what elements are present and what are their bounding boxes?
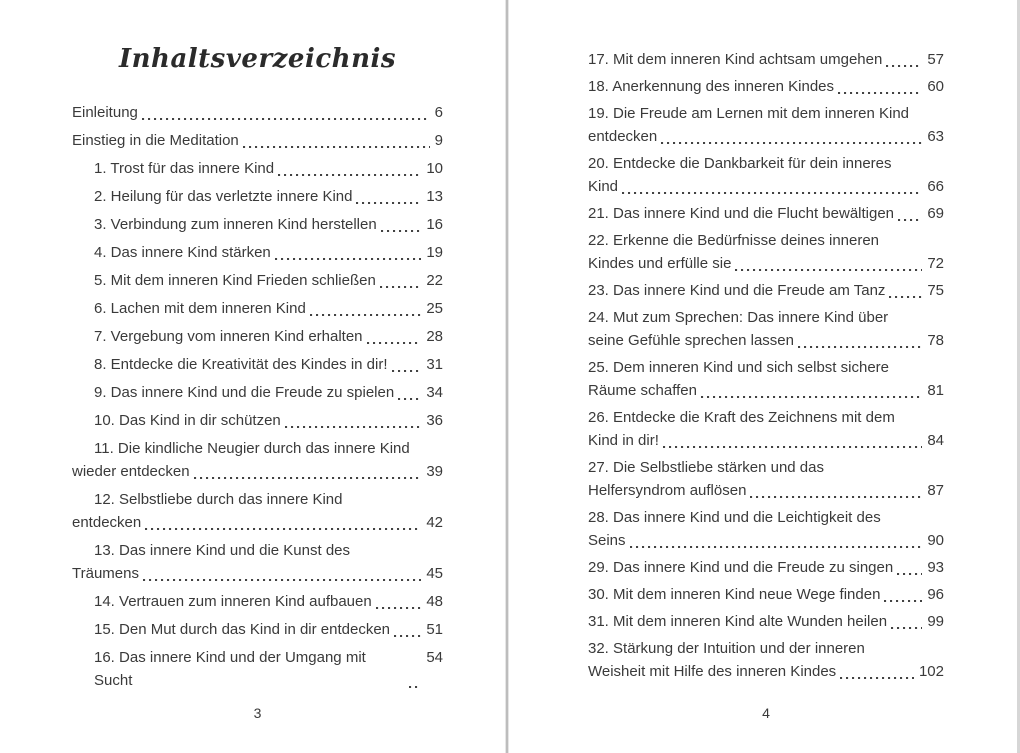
- toc-entry: [72, 409, 443, 432]
- toc-entry: [588, 406, 944, 452]
- dot-leader: [278, 174, 421, 176]
- toc-entry-row: [72, 157, 443, 180]
- toc-entries-right: [588, 48, 944, 683]
- toc-entry-row: [72, 325, 443, 348]
- dot-leader: [392, 370, 422, 372]
- toc-entry: [588, 229, 944, 275]
- toc-entry-row: [72, 129, 443, 152]
- toc-entry-text: Einstieg in die Meditation: [72, 132, 239, 149]
- dot-leader: [622, 192, 922, 194]
- toc-entry-text: entdecken: [72, 514, 142, 531]
- toc-entry-page-number: 25: [426, 300, 443, 317]
- toc-entry: [72, 213, 443, 236]
- toc-entries-left: [72, 101, 443, 692]
- toc-entry-row: [72, 460, 443, 483]
- toc-entry-page-number: 60: [927, 78, 944, 95]
- toc-entry-row: [588, 583, 944, 606]
- toc-entry-page-number: 10: [426, 160, 443, 177]
- toc-entry-text: Träumens: [72, 565, 139, 582]
- toc-entry-text: 31. Mit dem inneren Kind alte Wunden heilen: [588, 613, 888, 630]
- dot-leader: [356, 202, 421, 204]
- page-number-left: 3: [253, 705, 262, 721]
- toc-entry: [72, 241, 443, 264]
- toc-entry-text: 10. Das Kind in dir schützen: [94, 412, 281, 429]
- toc-entry-page-number: 39: [426, 463, 443, 480]
- dot-leader: [884, 600, 922, 602]
- toc-entry-page-number: 34: [426, 384, 443, 401]
- toc-entry-text: 29. Das innere Kind und die Freude zu singen: [588, 559, 894, 576]
- toc-entry-row: [588, 252, 944, 275]
- toc-entry: [72, 297, 443, 320]
- toc-entry: [588, 202, 944, 225]
- toc-entry-page-number: 78: [927, 332, 944, 349]
- toc-entry-page-number: 84: [927, 432, 944, 449]
- toc-entry-page-number: 48: [426, 593, 443, 610]
- toc-entry-page-number: 19: [426, 244, 443, 261]
- dot-leader: [310, 314, 422, 316]
- toc-entry-row: [588, 529, 944, 552]
- toc-entry-text: 6. Lachen mit dem inneren Kind: [94, 300, 306, 317]
- toc-entry-text: 18. Anerkennung des inneren Kindes: [588, 78, 835, 95]
- toc-entry-text: Weisheit mit Hilfe des inneren Kindes: [588, 663, 837, 680]
- toc-entry-row: [72, 409, 443, 432]
- toc-entry-page-number: 31: [426, 356, 443, 373]
- toc-entry-page-number: 87: [927, 482, 944, 499]
- toc-entry: [72, 325, 443, 348]
- dot-leader: [886, 65, 922, 67]
- toc-page-right: [509, 0, 1020, 753]
- toc-entry-text: Helfersyndrom auflösen: [588, 482, 747, 499]
- toc-entry: [588, 456, 944, 502]
- dot-leader: [145, 528, 421, 530]
- dot-leader: [840, 677, 914, 679]
- toc-entry-text: Kindes und erfülle sie: [588, 255, 732, 272]
- toc-entry-page-number: 75: [927, 282, 944, 299]
- toc-entry: [72, 437, 443, 483]
- toc-entry-row: [72, 101, 443, 124]
- toc-entry-text: 16. Das innere Kind und der Umgang mit Sucht: [94, 649, 366, 689]
- toc-entry-page-number: 9: [434, 132, 443, 149]
- toc-entry: [72, 185, 443, 208]
- toc-entry: [588, 637, 944, 683]
- toc-entry-text: Seins: [588, 532, 626, 549]
- toc-entry: [588, 506, 944, 552]
- dot-leader: [285, 426, 422, 428]
- toc-entry: [72, 590, 443, 613]
- toc-entry-row: [588, 660, 944, 683]
- toc-entry-page-number: 102: [918, 663, 944, 680]
- toc-entry: [72, 157, 443, 180]
- toc-entry-page-number: 66: [927, 178, 944, 195]
- dot-leader: [409, 686, 421, 688]
- toc-entry-page-number: 63: [927, 128, 944, 145]
- toc-entry-text: 28. Das innere Kind und die Leichtigkeit des: [588, 509, 881, 526]
- toc-entry: [72, 101, 443, 124]
- dot-leader: [891, 627, 922, 629]
- toc-page-left: [0, 0, 507, 753]
- toc-entry: [72, 488, 443, 534]
- toc-entry-page-number: 93: [927, 559, 944, 576]
- toc-entry-text: 1. Trost für das innere Kind: [94, 160, 275, 177]
- dot-leader: [142, 118, 430, 120]
- toc-entry-page-number: 54: [426, 649, 443, 666]
- toc-entry-page-number: 28: [426, 328, 443, 345]
- toc-entry-text: 14. Vertrauen zum inneren Kind aufbauen: [94, 593, 372, 610]
- dot-leader: [194, 477, 422, 479]
- toc-entry-text: 15. Den Mut durch das Kind in dir entdecken: [94, 621, 391, 638]
- toc-entry-page-number: 81: [927, 382, 944, 399]
- toc-entry-text: 19. Die Freude am Lernen mit dem inneren Kind: [588, 105, 910, 122]
- toc-entry-text: 12. Selbstliebe durch das innere Kind: [94, 491, 343, 508]
- toc-entry-page-number: 13: [426, 188, 443, 205]
- toc-entry: [72, 381, 443, 404]
- toc-entry-page-number: 96: [927, 586, 944, 603]
- dot-leader: [394, 635, 421, 637]
- toc-entry-text: 24. Mut zum Sprechen: Das innere Kind über: [588, 309, 889, 326]
- toc-entry-row: [72, 381, 443, 404]
- toc-entry-text: entdecken: [588, 128, 658, 145]
- toc-entry-text: 13. Das innere Kind und die Kunst des: [94, 542, 351, 559]
- toc-entry-row: [588, 429, 944, 452]
- toc-entry-text: Einleitung: [72, 104, 138, 121]
- page-number-right: 4: [762, 705, 770, 721]
- toc-entry-page-number: 69: [927, 205, 944, 222]
- toc-entry-page-number: 57: [927, 51, 944, 68]
- dot-leader: [663, 446, 922, 448]
- toc-entry: [72, 129, 443, 152]
- toc-entry-page-number: 42: [426, 514, 443, 531]
- toc-entry-page-number: 45: [426, 565, 443, 582]
- toc-entry: [588, 610, 944, 633]
- toc-entry: [588, 152, 944, 198]
- toc-entry-text: 30. Mit dem inneren Kind neue Wege finden: [588, 586, 881, 603]
- toc-entry-text: 5. Mit dem inneren Kind Frieden schließen: [94, 272, 376, 289]
- dot-leader: [661, 142, 922, 144]
- toc-entry-row: [588, 279, 944, 302]
- toc-entry-row: [72, 590, 443, 613]
- toc-entry-text: 20. Entdecke die Dankbarkeit für dein inneres: [588, 155, 892, 172]
- toc-entry-row: [588, 379, 944, 402]
- toc-entry-page-number: 36: [426, 412, 443, 429]
- toc-entry-row: [588, 48, 944, 71]
- toc-entry-row: [72, 269, 443, 292]
- toc-entry-row: [72, 297, 443, 320]
- toc-entry-text: 4. Das innere Kind stärken: [94, 244, 271, 261]
- toc-entry-page-number: 51: [426, 621, 443, 638]
- toc-entry-page-number: 22: [426, 272, 443, 289]
- toc-entry-text: Kind in dir!: [588, 432, 659, 449]
- dot-leader: [380, 286, 422, 288]
- toc-entry: [588, 75, 944, 98]
- toc-entry-row: [72, 618, 443, 641]
- toc-entry-text: 2. Heilung für das verletzte innere Kind: [94, 188, 353, 205]
- toc-entry-text: wieder entdecken: [72, 463, 190, 480]
- toc-entry-text: 8. Entdecke die Kreativität des Kindes in dir!: [94, 356, 388, 373]
- toc-entry-text: 26. Entdecke die Kraft des Zeichnens mit dem: [588, 409, 895, 426]
- toc-entry: [72, 539, 443, 585]
- toc-entry-page-number: 72: [927, 255, 944, 272]
- toc-entry-text: 7. Vergebung vom inneren Kind erhalten: [94, 328, 363, 345]
- dot-leader: [838, 92, 922, 94]
- toc-entry-page-number: 99: [927, 613, 944, 630]
- toc-entry-text: 17. Mit dem inneren Kind achtsam umgehen: [588, 51, 883, 68]
- toc-entry-row: [72, 185, 443, 208]
- dot-leader: [381, 230, 422, 232]
- toc-entry-row: [72, 353, 443, 376]
- toc-entry-text: 11. Die kindliche Neugier durch das innere Kind: [94, 440, 410, 457]
- toc-entry: [588, 583, 944, 606]
- toc-entry-row: [72, 213, 443, 236]
- toc-entry-row: [72, 241, 443, 264]
- dot-leader: [275, 258, 422, 260]
- toc-entry: [588, 48, 944, 71]
- toc-entry-row: [72, 562, 443, 585]
- dot-leader: [897, 573, 922, 575]
- toc-title: Inhaltsverzeichnis: [118, 44, 397, 74]
- toc-entry-row: [588, 610, 944, 633]
- dot-leader: [735, 269, 922, 271]
- toc-entry-row: [588, 202, 944, 225]
- toc-entry-text: 32. Stärkung der Intuition und der inneren: [588, 640, 865, 657]
- dot-leader: [701, 396, 922, 398]
- dot-leader: [750, 496, 922, 498]
- toc-entry-row: [588, 75, 944, 98]
- page-gutter-divider: [506, 0, 508, 753]
- dot-leader: [367, 342, 422, 344]
- toc-entry-text: 25. Dem inneren Kind und sich selbst sichere: [588, 359, 889, 376]
- toc-entry-page-number: 6: [434, 104, 443, 121]
- toc-entry-row: [588, 125, 944, 148]
- toc-entry-page-number: 16: [426, 216, 443, 233]
- toc-entry-row: [588, 556, 944, 579]
- dot-leader: [630, 546, 923, 548]
- dot-leader: [398, 398, 421, 400]
- toc-entry-row: [588, 329, 944, 352]
- toc-entry: [72, 353, 443, 376]
- dot-leader: [243, 146, 430, 148]
- toc-entry-text: Kind: [588, 178, 619, 195]
- toc-entry: [72, 646, 443, 692]
- toc-entry: [588, 306, 944, 352]
- dot-leader: [798, 346, 922, 348]
- toc-entry-row: [72, 646, 443, 692]
- toc-entry: [72, 269, 443, 292]
- toc-entry-row: [588, 479, 944, 502]
- toc-entry-row: [588, 175, 944, 198]
- toc-entry-text: Räume schaffen: [588, 382, 697, 399]
- toc-entry-page-number: 90: [927, 532, 944, 549]
- toc-entry: [72, 618, 443, 641]
- toc-entry-text: 3. Verbindung zum inneren Kind herstellen: [94, 216, 377, 233]
- toc-entry-text: 22. Erkenne die Bedürfnisse deines inneren: [588, 232, 880, 249]
- toc-entry: [588, 102, 944, 148]
- toc-entry-text: 9. Das innere Kind und die Freude zu spielen: [94, 384, 395, 401]
- toc-entry-text: 27. Die Selbstliebe stärken und das: [588, 459, 824, 476]
- toc-entry-text: seine Gefühle sprechen lassen: [588, 332, 794, 349]
- toc-entry: [588, 279, 944, 302]
- dot-leader: [143, 579, 421, 581]
- dot-leader: [376, 607, 422, 609]
- toc-entry-row: [72, 511, 443, 534]
- dot-leader: [898, 219, 922, 221]
- toc-entry-text: 23. Das innere Kind und die Freude am Tanz: [588, 282, 886, 299]
- toc-entry: [588, 556, 944, 579]
- toc-entry: [588, 356, 944, 402]
- toc-entry-text: 21. Das innere Kind und die Flucht bewältigen: [588, 205, 895, 222]
- dot-leader: [889, 296, 922, 298]
